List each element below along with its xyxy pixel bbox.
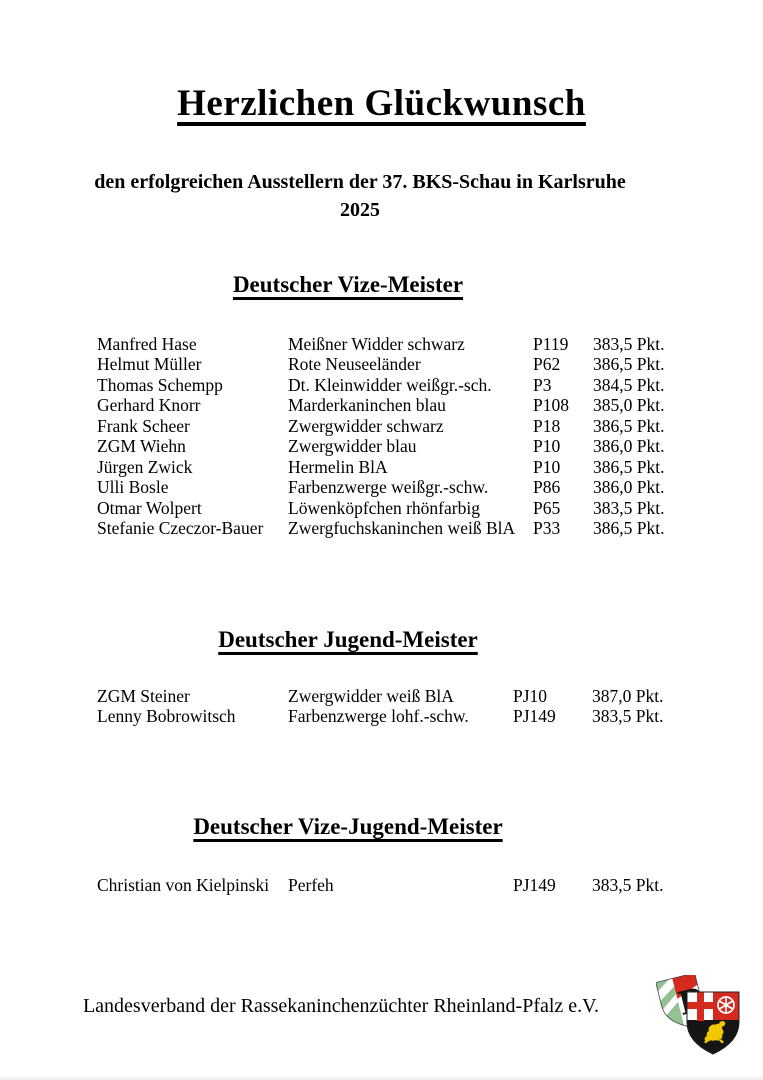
exhibitor-name: Stefanie Czeczor-Bauer bbox=[97, 518, 264, 539]
table-row bbox=[97, 354, 707, 374]
subtitle-line-2: 2025 bbox=[340, 199, 380, 221]
section-heading-vize-meister: Deutscher Vize-Meister bbox=[232, 272, 464, 297]
table-row bbox=[97, 436, 707, 456]
entry-number: P10 bbox=[533, 456, 561, 477]
entry-number: P3 bbox=[533, 374, 552, 395]
entry-number: P33 bbox=[533, 518, 561, 539]
breed-name: Zwergwidder blau bbox=[288, 436, 417, 457]
entry-number: PJ10 bbox=[513, 686, 548, 706]
points-value: 386,0 Pkt. bbox=[593, 436, 665, 457]
breed-name: Perfeh bbox=[288, 875, 334, 895]
entry-number: P10 bbox=[533, 436, 561, 457]
page-title-text: Herzlichen Glückwunsch bbox=[177, 83, 586, 124]
points-value: 387,0 Pkt. bbox=[592, 686, 664, 706]
section-heading-vize-jugend-meister: Deutscher Vize-Jugend-Meister bbox=[193, 814, 503, 839]
breed-name: Löwenköpfchen rhönfarbig bbox=[288, 497, 480, 518]
coat-of-arms-logo bbox=[656, 975, 744, 1057]
page-bottom-edge bbox=[0, 1075, 763, 1080]
points-value: 383,5 Pkt. bbox=[592, 706, 664, 727]
entry-number: P108 bbox=[533, 395, 569, 416]
subtitle bbox=[0, 168, 720, 224]
breed-name: Zwergwidder weiß BlA bbox=[288, 686, 454, 706]
breed-name: Farbenzwerge lohf.-schw. bbox=[288, 706, 469, 727]
points-value: 386,5 Pkt. bbox=[593, 354, 665, 375]
table-row bbox=[97, 375, 707, 395]
breed-name: Dt. Kleinwidder weißgr.-sch. bbox=[288, 374, 492, 395]
exhibitor-name: ZGM Steiner bbox=[97, 686, 190, 706]
table-row bbox=[97, 457, 707, 477]
exhibitor-name: Ulli Bosle bbox=[97, 477, 169, 498]
breed-name: Marderkaninchen blau bbox=[288, 395, 446, 416]
exhibitor-name: Otmar Wolpert bbox=[97, 497, 202, 518]
table-row bbox=[97, 875, 707, 895]
exhibitor-name: Helmut Müller bbox=[97, 354, 202, 375]
exhibitor-name: Frank Scheer bbox=[97, 415, 190, 436]
points-value: 386,5 Pkt. bbox=[593, 518, 665, 539]
entry-number: P62 bbox=[533, 354, 561, 375]
points-value: 383,5 Pkt. bbox=[593, 497, 665, 518]
exhibitor-name: Jürgen Zwick bbox=[97, 456, 193, 477]
subtitle-line-1: den erfolgreichen Ausstellern der 37. BKS-Schau in Karlsruhe bbox=[94, 171, 626, 193]
entry-number: P119 bbox=[533, 334, 569, 354]
exhibitor-name: ZGM Wiehn bbox=[97, 436, 186, 457]
exhibitor-name: Gerhard Knorr bbox=[97, 395, 201, 416]
points-value: 386,5 Pkt. bbox=[593, 456, 665, 477]
breed-name: Rote Neuseeländer bbox=[288, 354, 421, 375]
results-table-vize-jugend-meister bbox=[97, 875, 707, 895]
exhibitor-name: Christian von Kielpinski bbox=[97, 875, 270, 895]
exhibitor-name: Lenny Bobrowitsch bbox=[97, 706, 236, 727]
table-row bbox=[97, 477, 707, 497]
breed-name: Farbenzwerge weißgr.-schw. bbox=[288, 477, 489, 498]
points-value: 384,5 Pkt. bbox=[593, 374, 665, 395]
table-row bbox=[97, 518, 707, 538]
breed-name: Meißner Widder schwarz bbox=[288, 334, 465, 354]
breed-name: Zwergwidder schwarz bbox=[288, 415, 444, 436]
points-value: 383,5 Pkt. bbox=[592, 875, 664, 895]
breed-name: Hermelin BlA bbox=[288, 456, 388, 477]
results-table-vize-meister bbox=[97, 334, 707, 539]
table-row bbox=[97, 498, 707, 518]
entry-number: PJ149 bbox=[513, 706, 556, 727]
entry-number: P65 bbox=[533, 497, 561, 518]
points-value: 386,5 Pkt. bbox=[593, 415, 665, 436]
exhibitor-name: Thomas Schempp bbox=[97, 374, 223, 395]
table-row bbox=[97, 706, 707, 726]
section-heading-jugend-meister: Deutscher Jugend-Meister bbox=[218, 627, 478, 652]
table-row bbox=[97, 686, 707, 706]
front-shield bbox=[687, 992, 739, 1054]
table-row bbox=[97, 334, 707, 354]
table-row bbox=[97, 395, 707, 415]
breed-name: Zwergfuchskaninchen weiß BlA bbox=[288, 518, 516, 539]
page-title bbox=[0, 82, 763, 125]
footer-association-name: Landesverband der Rassekaninchenzüchter Rheinland-Pfalz e.V. bbox=[82, 995, 600, 1017]
results-table-jugend-meister bbox=[97, 686, 707, 727]
points-value: 383,5 Pkt. bbox=[593, 334, 665, 354]
rheinland-pfalz-coat-of-arms-icon bbox=[656, 975, 744, 1057]
table-row bbox=[97, 416, 707, 436]
exhibitor-name: Manfred Hase bbox=[97, 334, 197, 354]
points-value: 386,0 Pkt. bbox=[593, 477, 665, 498]
entry-number: P18 bbox=[533, 415, 561, 436]
entry-number: P86 bbox=[533, 477, 561, 498]
entry-number: PJ149 bbox=[513, 875, 556, 895]
points-value: 385,0 Pkt. bbox=[593, 395, 665, 416]
